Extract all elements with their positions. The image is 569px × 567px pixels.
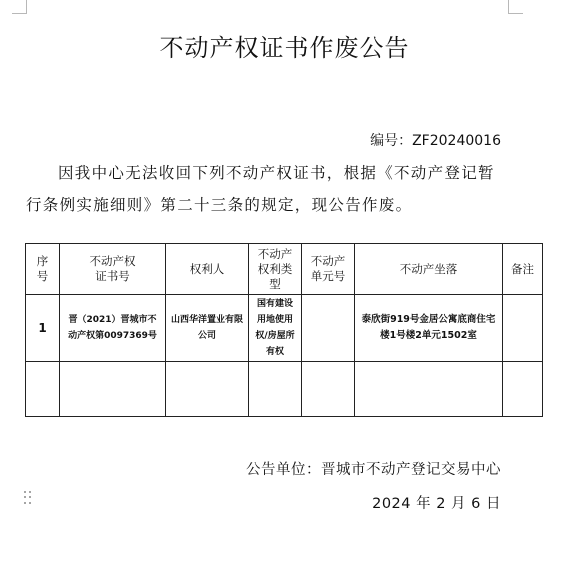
date-line: 2024 年 2 月 6 日 xyxy=(372,496,501,512)
empty-cell xyxy=(302,362,355,417)
cell-unit-no xyxy=(302,295,355,362)
cell-seq: 1 xyxy=(26,295,60,362)
drag-handle-icon[interactable] xyxy=(24,491,32,505)
empty-cell xyxy=(26,362,60,417)
cell-cert-no: 晋（2021）晋城市不动产权第0097369号 xyxy=(60,295,166,362)
cell-remark xyxy=(503,295,543,362)
header-holder: 权利人 xyxy=(166,244,249,295)
page-corner-mark xyxy=(12,0,27,14)
table-row xyxy=(26,295,543,362)
cell-holder: 山西华洋置业有限公司 xyxy=(166,295,249,362)
announcement-body: 因我中心无法收回下列不动产权证书，根据《不动产登记暂行条例实施细则》第二十三条的规定，现公告作废。 xyxy=(26,164,495,214)
issuer-line: 公告单位：晋城市不动产登记交易中心 xyxy=(246,462,501,478)
empty-cell xyxy=(503,362,543,417)
document-number: 编号：ZF20240016 xyxy=(370,133,501,149)
page-title: 不动产权证书作废公告 xyxy=(159,34,410,62)
cell-location: 泰欣街919号金居公寓底商住宅楼1号楼2单元1502室 xyxy=(355,295,503,362)
table-row-empty xyxy=(26,362,543,417)
header-location: 不动产坐落 xyxy=(355,244,503,295)
header-cert-no: 不动产权证书号 xyxy=(60,244,166,295)
table-header-row xyxy=(26,244,543,295)
empty-cell xyxy=(355,362,503,417)
header-seq: 序号 xyxy=(26,244,60,295)
page-corner-mark xyxy=(508,0,523,14)
empty-cell xyxy=(249,362,302,417)
empty-cell xyxy=(60,362,166,417)
certificate-table xyxy=(25,243,543,417)
header-remark: 备注 xyxy=(503,244,543,295)
cell-right-type: 国有建设用地使用权/房屋所有权 xyxy=(249,295,302,362)
header-right-type: 不动产权利类型 xyxy=(249,244,302,295)
header-unit-no: 不动产单元号 xyxy=(302,244,355,295)
empty-cell xyxy=(166,362,249,417)
